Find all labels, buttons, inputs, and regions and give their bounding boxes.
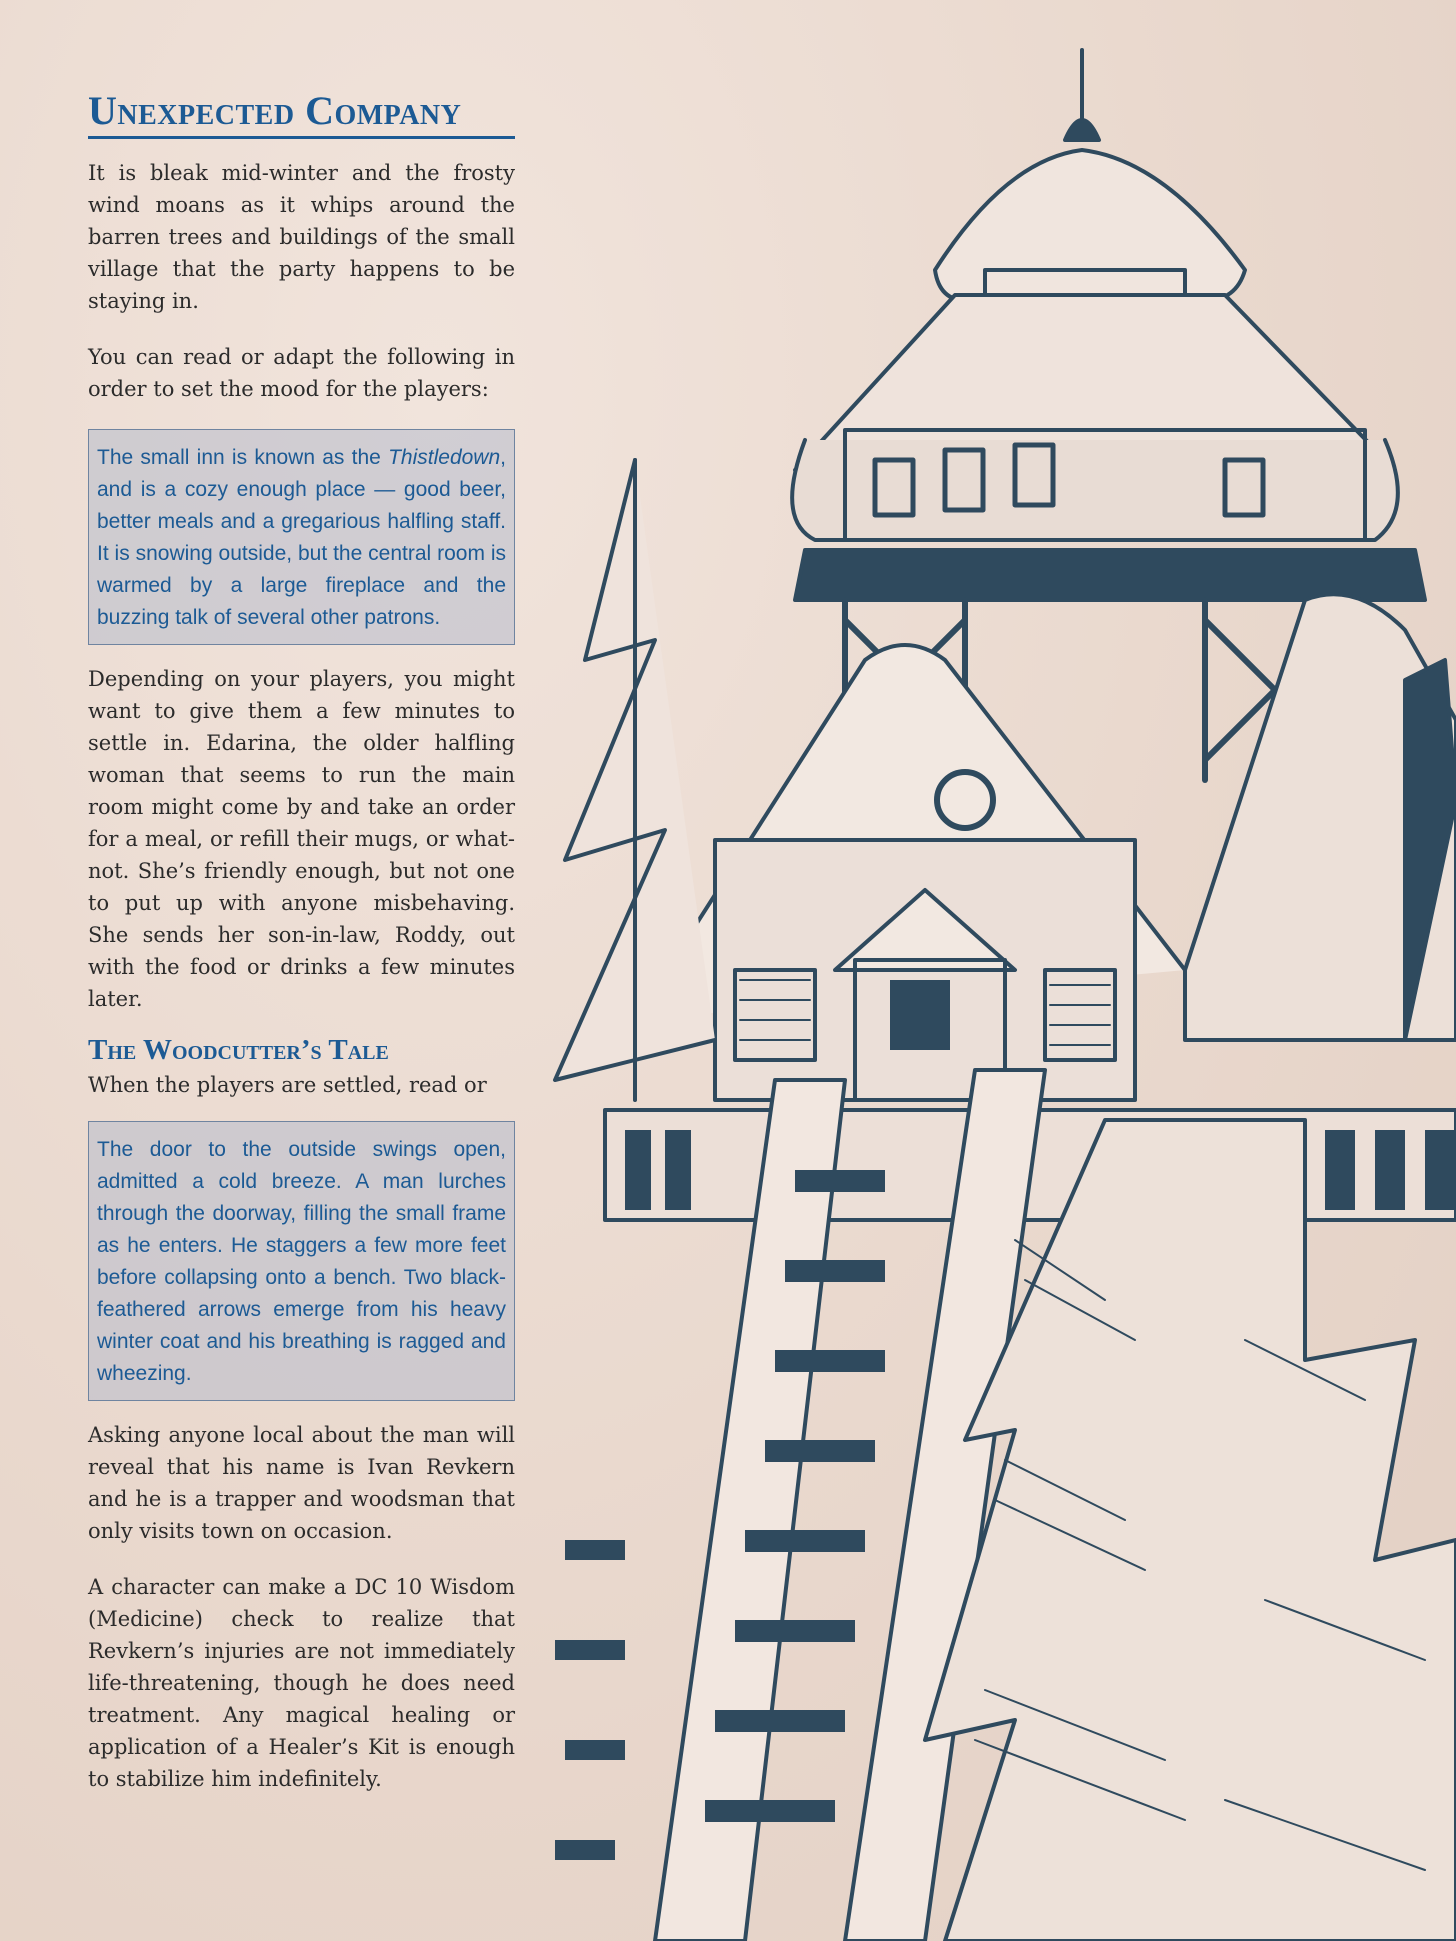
inn-name: Thistledown bbox=[388, 446, 501, 469]
read-aloud-box-woodcutter: The door to the outside swings open, admitted a cold breeze. A man lurches through the doorway, filling the small frame as he enters. He staggers a few more feet before collapsing onto a bench. Two black-feathered arrows emerge from his heavy winter coat and his breathing is ragged and wheezing. bbox=[88, 1121, 515, 1401]
snowy-inn-illustration bbox=[545, 40, 1456, 1941]
read-aloud-box-inn bbox=[88, 429, 515, 645]
page-title: Unexpected Company bbox=[88, 88, 515, 139]
mood-paragraph: You can read or adapt the following in order to set the mood for the players: bbox=[88, 345, 515, 401]
read-aloud-text: The small inn is known as the bbox=[97, 446, 389, 469]
settled-paragraph: When the players are settled, read or bbox=[88, 1072, 487, 1097]
read-aloud-text: , and is a cozy enough place — good beer, better meals and a gregarious halfling staff. It is snowing outside, but the central room is warmed by a large fireplace and the buzzing talk of several other patrons. bbox=[97, 446, 506, 629]
depending-paragraph: Depending on your players, you might want to give them a few minutes to settle in. Edarina, the older halfling woman that seems to run the main room might come by and take an order for a meal, or refill their mugs, or what-not. She’s friendly enough, but not one to put up with anyone misbehaving. She sends her son-in-law, Roddy, out with the food or drinks a few minutes later. bbox=[88, 667, 515, 1011]
text-column bbox=[88, 88, 515, 1795]
character-paragraph: A character can make a DC 10 Wisdom (Medicine) check to realize that Revkern’s injuries are not immediately life-threatening, though he does need treatment. Any magical healing or application of a Healer’s Kit is enough to stabilize him indefinitely. bbox=[88, 1574, 515, 1791]
intro-paragraph: It is bleak mid-winter and the frosty wind moans as it whips around the barren trees and buildings of the small village that the party happens to be staying in. bbox=[88, 161, 515, 313]
asking-paragraph: Asking anyone local about the man will reveal that his name is Ivan Revkern and he is a trapper and woodsman that only visits town on occasion. bbox=[88, 1422, 515, 1543]
section-heading: The Woodcutter’s Tale bbox=[88, 1034, 389, 1066]
